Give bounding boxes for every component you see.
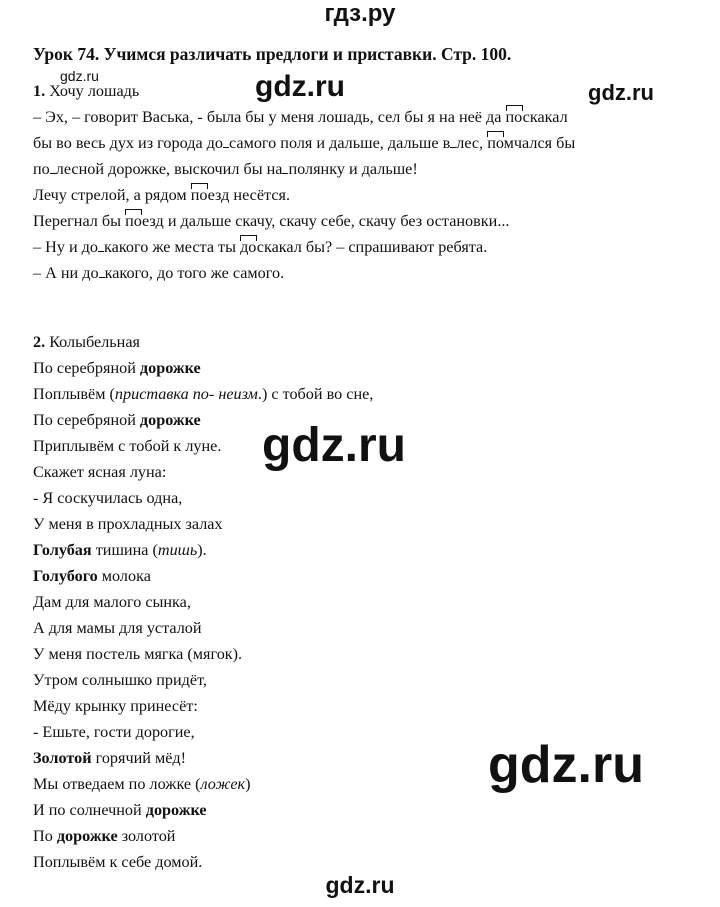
bold-word: Голубая — [33, 541, 92, 559]
exercise1-line — [33, 159, 418, 179]
text: И по солнечной — [33, 801, 146, 819]
text: какого же места ты — [104, 238, 241, 256]
text: По — [33, 827, 57, 845]
exercise1-line — [33, 185, 290, 205]
text: езд несётся. — [207, 186, 290, 204]
text: молока — [97, 567, 151, 585]
text: какого, до того же самого. — [104, 264, 285, 282]
site-header: гдз.ру — [324, 0, 396, 27]
poem-line: Мёду крынку принесёт: — [33, 697, 198, 715]
text: По серебряной — [33, 411, 140, 429]
poem-line: Поплывём к себе домой. — [33, 853, 203, 871]
exercise-title: Хочу лошадь — [49, 82, 140, 100]
bold-word: дорожке — [139, 359, 201, 377]
text: скакал — [522, 108, 568, 126]
watermark-footer: gdz.ru — [325, 872, 395, 898]
poem-line: У меня в прохладных залах — [33, 515, 223, 533]
poem-line — [33, 748, 186, 768]
poem-line: Приплывём с тобой к луне. — [33, 437, 222, 455]
poem-line: У меня постель мягка (мягок). — [33, 645, 243, 663]
text: Поплывём ( — [33, 385, 115, 403]
poem-line — [33, 800, 207, 820]
watermark: gdz.ru — [488, 736, 644, 794]
poem-line — [33, 774, 250, 794]
italic-note: ложек — [200, 775, 246, 793]
bold-word: Золотой — [33, 749, 92, 767]
prefix-mark: до — [240, 238, 257, 256]
text: тишина ( — [91, 541, 158, 559]
watermark: gdz.ru — [60, 68, 99, 84]
italic-note: приставка по- неизм — [114, 385, 258, 403]
prefix-mark: по — [125, 212, 143, 230]
exercise1-line — [33, 107, 568, 127]
poem-line — [33, 384, 373, 404]
prefix-mark: по — [190, 186, 208, 204]
text: самого поля и дальше, дальше в — [229, 134, 451, 152]
prefix-mark: по — [487, 134, 504, 152]
text: .) с тобой во сне, — [257, 385, 374, 403]
exercise-title: Колыбельная — [49, 333, 140, 351]
text: – Ну и до — [33, 238, 99, 256]
text: мчался бы — [503, 134, 576, 152]
poem-line: - Я соскучилась одна, — [33, 489, 183, 507]
text: бы во весь дух из города до — [33, 134, 224, 152]
text: Мы отведаем по ложке ( — [33, 775, 201, 793]
poem-line: Скажет ясная луна: — [33, 463, 167, 481]
poem-line: Утром солнышко придёт, — [33, 671, 207, 689]
poem-line: - Ешьте, гости дорогие, — [33, 723, 195, 741]
poem-line — [33, 358, 201, 378]
poem-line — [33, 410, 201, 430]
poem-line — [33, 566, 151, 586]
exercise1-line — [33, 237, 487, 257]
exercise1-line — [33, 133, 575, 153]
poem-line: А для мамы для усталой — [33, 619, 202, 637]
watermark: gdz.ru — [588, 80, 654, 105]
text: – Эх, – говорит Васька, - была бы у меня лошадь, сел бы я на неё да — [33, 108, 506, 126]
watermark: gdz.ru — [262, 419, 406, 472]
text: По серебряной — [33, 359, 140, 377]
poem-line — [33, 540, 207, 560]
text: Перегнал бы — [33, 212, 126, 230]
bold-word: Голубого — [33, 567, 98, 585]
exercise2-heading — [33, 332, 140, 352]
text: горячий мёд! — [91, 749, 187, 767]
exercise-number: 1. — [33, 82, 46, 100]
exercise1-line — [33, 263, 284, 283]
exercise1-heading — [33, 81, 139, 101]
text: лес, — [456, 134, 488, 152]
bold-word: дорожке — [56, 827, 118, 845]
text: – А ни до — [33, 264, 99, 282]
exercise-number: 2. — [33, 333, 46, 351]
prefix-mark: по — [505, 108, 523, 126]
watermark: gdz.ru — [255, 70, 345, 103]
text: по — [33, 160, 50, 178]
text: лесной дорожке, выскочил бы на — [55, 160, 283, 178]
text: ) — [245, 775, 251, 793]
poem-line: Дам для малого сынка, — [33, 593, 191, 611]
exercise1-line — [33, 211, 509, 231]
text: полянку и дальше! — [288, 160, 418, 178]
lesson-title: Урок 74. Учимся различать предлоги и приставки. Стр. 100. — [33, 44, 512, 64]
text: ). — [197, 541, 207, 559]
text: скакал бы? – спрашивают ребята. — [256, 238, 488, 256]
text: золотой — [117, 827, 176, 845]
poem-line — [33, 826, 175, 846]
text: Лечу стрелой, а рядом — [33, 186, 191, 204]
italic-note: тишь — [157, 541, 198, 559]
text: езд и дальше скачу, скачу себе, скачу без остановки... — [142, 212, 510, 230]
bold-word: дорожке — [139, 411, 201, 429]
bold-word: дорожке — [145, 801, 207, 819]
